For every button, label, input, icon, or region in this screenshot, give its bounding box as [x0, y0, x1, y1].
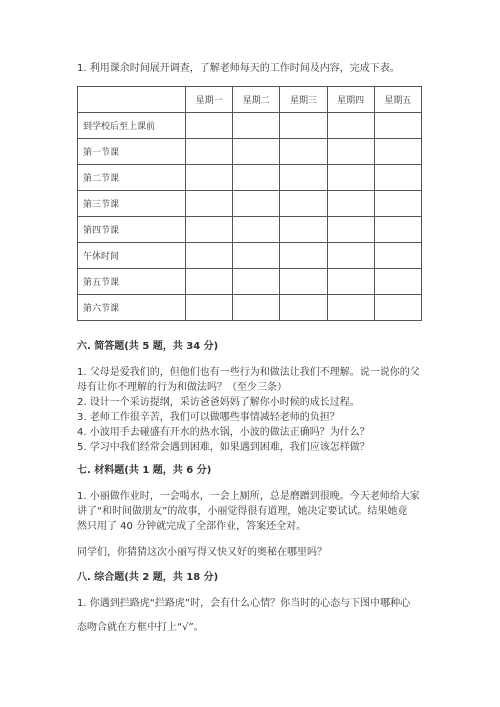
answer-cell[interactable]	[233, 139, 280, 165]
answer-cell[interactable]	[374, 217, 421, 243]
answer-cell[interactable]	[374, 165, 421, 191]
question-line: 1. 小丽做作业时，一会喝水，一会上厕所，总是磨蹭到很晚。今天老师给大家	[77, 491, 420, 502]
table-row	[78, 295, 422, 321]
row-label: 第四节课	[78, 217, 186, 243]
table-row	[78, 243, 422, 269]
answer-cell[interactable]	[327, 139, 374, 165]
section-heading-short-answer: 六. 简答题(共 5 题，共 34 分)	[77, 341, 219, 352]
answer-cell[interactable]	[186, 113, 233, 139]
answer-cell[interactable]	[233, 191, 280, 217]
question-line: 母有让你不理解的行为和做法吗？（至少三条）	[77, 382, 287, 393]
answer-cell[interactable]	[327, 165, 374, 191]
answer-cell[interactable]	[233, 295, 280, 321]
answer-cell[interactable]	[280, 243, 327, 269]
day-header: 星期一	[186, 87, 233, 113]
schedule-table	[77, 86, 422, 321]
answer-cell[interactable]	[186, 243, 233, 269]
answer-cell[interactable]	[233, 217, 280, 243]
answer-cell[interactable]	[327, 113, 374, 139]
question-line: 3. 老师工作很辛苦，我们可以做哪些事情减轻老师的负担？	[77, 412, 340, 423]
answer-cell[interactable]	[186, 269, 233, 295]
row-label: 第三节课	[78, 191, 186, 217]
table-row	[78, 165, 422, 191]
answer-cell[interactable]	[327, 217, 374, 243]
answer-cell[interactable]	[280, 139, 327, 165]
answer-cell[interactable]	[280, 269, 327, 295]
section-heading-material: 七. 材料题(共 1 题，共 6 分)	[77, 465, 212, 476]
table-row	[78, 191, 422, 217]
answer-cell[interactable]	[374, 139, 421, 165]
answer-cell[interactable]	[374, 243, 421, 269]
question-line: 态吻合就在方框中打上“√”。	[77, 622, 204, 633]
row-label: 第六节课	[78, 295, 186, 321]
answer-cell[interactable]	[327, 191, 374, 217]
row-label: 到学校后至上课前	[78, 113, 186, 139]
answer-cell[interactable]	[374, 191, 421, 217]
day-header: 星期五	[374, 87, 421, 113]
answer-cell[interactable]	[186, 165, 233, 191]
answer-cell[interactable]	[280, 113, 327, 139]
answer-cell[interactable]	[374, 269, 421, 295]
question-line: 1. 父母是爱我们的，但他们也有一些行为和做法让我们不理解。说一说你的父	[77, 367, 420, 378]
question-line: 1. 你遇到拦路虎“拦路虎”时，会有什么心情？你当时的心态与下图中哪种心	[77, 598, 411, 609]
answer-cell[interactable]	[327, 243, 374, 269]
answer-cell[interactable]	[186, 139, 233, 165]
table-header-row	[78, 87, 422, 113]
row-label: 第一节课	[78, 139, 186, 165]
day-header: 星期三	[280, 87, 327, 113]
table-row	[78, 139, 422, 165]
question-line: 然只用了 40 分钟就完成了全部作业，答案还全对。	[77, 521, 307, 532]
table-row	[78, 269, 422, 295]
question-line: 5. 学习中我们经常会遇到困难，如果遇到困难，我们应该怎样做？	[77, 442, 370, 453]
table-row	[78, 113, 422, 139]
question-line: 讲了“和时间做朋友”的故事，小丽觉得很有道理，她决定要试试。结果她竟	[77, 506, 408, 517]
answer-cell[interactable]	[280, 217, 327, 243]
answer-cell[interactable]	[374, 113, 421, 139]
question-intro: 1. 利用课余时间展开调查，了解老师每天的工作时间及内容，完成下表。	[77, 63, 400, 74]
day-header: 星期二	[233, 87, 280, 113]
section-heading-comprehensive: 八. 综合题(共 2 题，共 18 分)	[77, 572, 219, 583]
table-row	[78, 217, 422, 243]
answer-cell[interactable]	[280, 165, 327, 191]
answer-cell[interactable]	[233, 165, 280, 191]
row-label: 第二节课	[78, 165, 186, 191]
answer-cell[interactable]	[280, 191, 327, 217]
answer-cell[interactable]	[374, 295, 421, 321]
answer-cell[interactable]	[186, 217, 233, 243]
answer-cell[interactable]	[233, 243, 280, 269]
answer-cell[interactable]	[233, 113, 280, 139]
row-label: 第五节课	[78, 269, 186, 295]
answer-cell[interactable]	[280, 295, 327, 321]
answer-cell[interactable]	[186, 295, 233, 321]
day-header: 星期四	[327, 87, 374, 113]
question-line: 4. 小波用手去碰盛有开水的热水锅，小波的做法正确吗？为什么？	[77, 427, 370, 438]
answer-cell[interactable]	[186, 191, 233, 217]
answer-cell[interactable]	[327, 295, 374, 321]
row-label: 午休时间	[78, 243, 186, 269]
answer-cell[interactable]	[327, 269, 374, 295]
question-line: 2. 设计一个采访提纲，采访爸爸妈妈了解你小时候的成长过程。	[77, 397, 360, 408]
table-corner-cell	[78, 87, 186, 113]
answer-cell[interactable]	[233, 269, 280, 295]
question-line: 同学们，你猜猜这次小丽写得又快又好的奥秘在哪里吗？	[77, 547, 327, 558]
